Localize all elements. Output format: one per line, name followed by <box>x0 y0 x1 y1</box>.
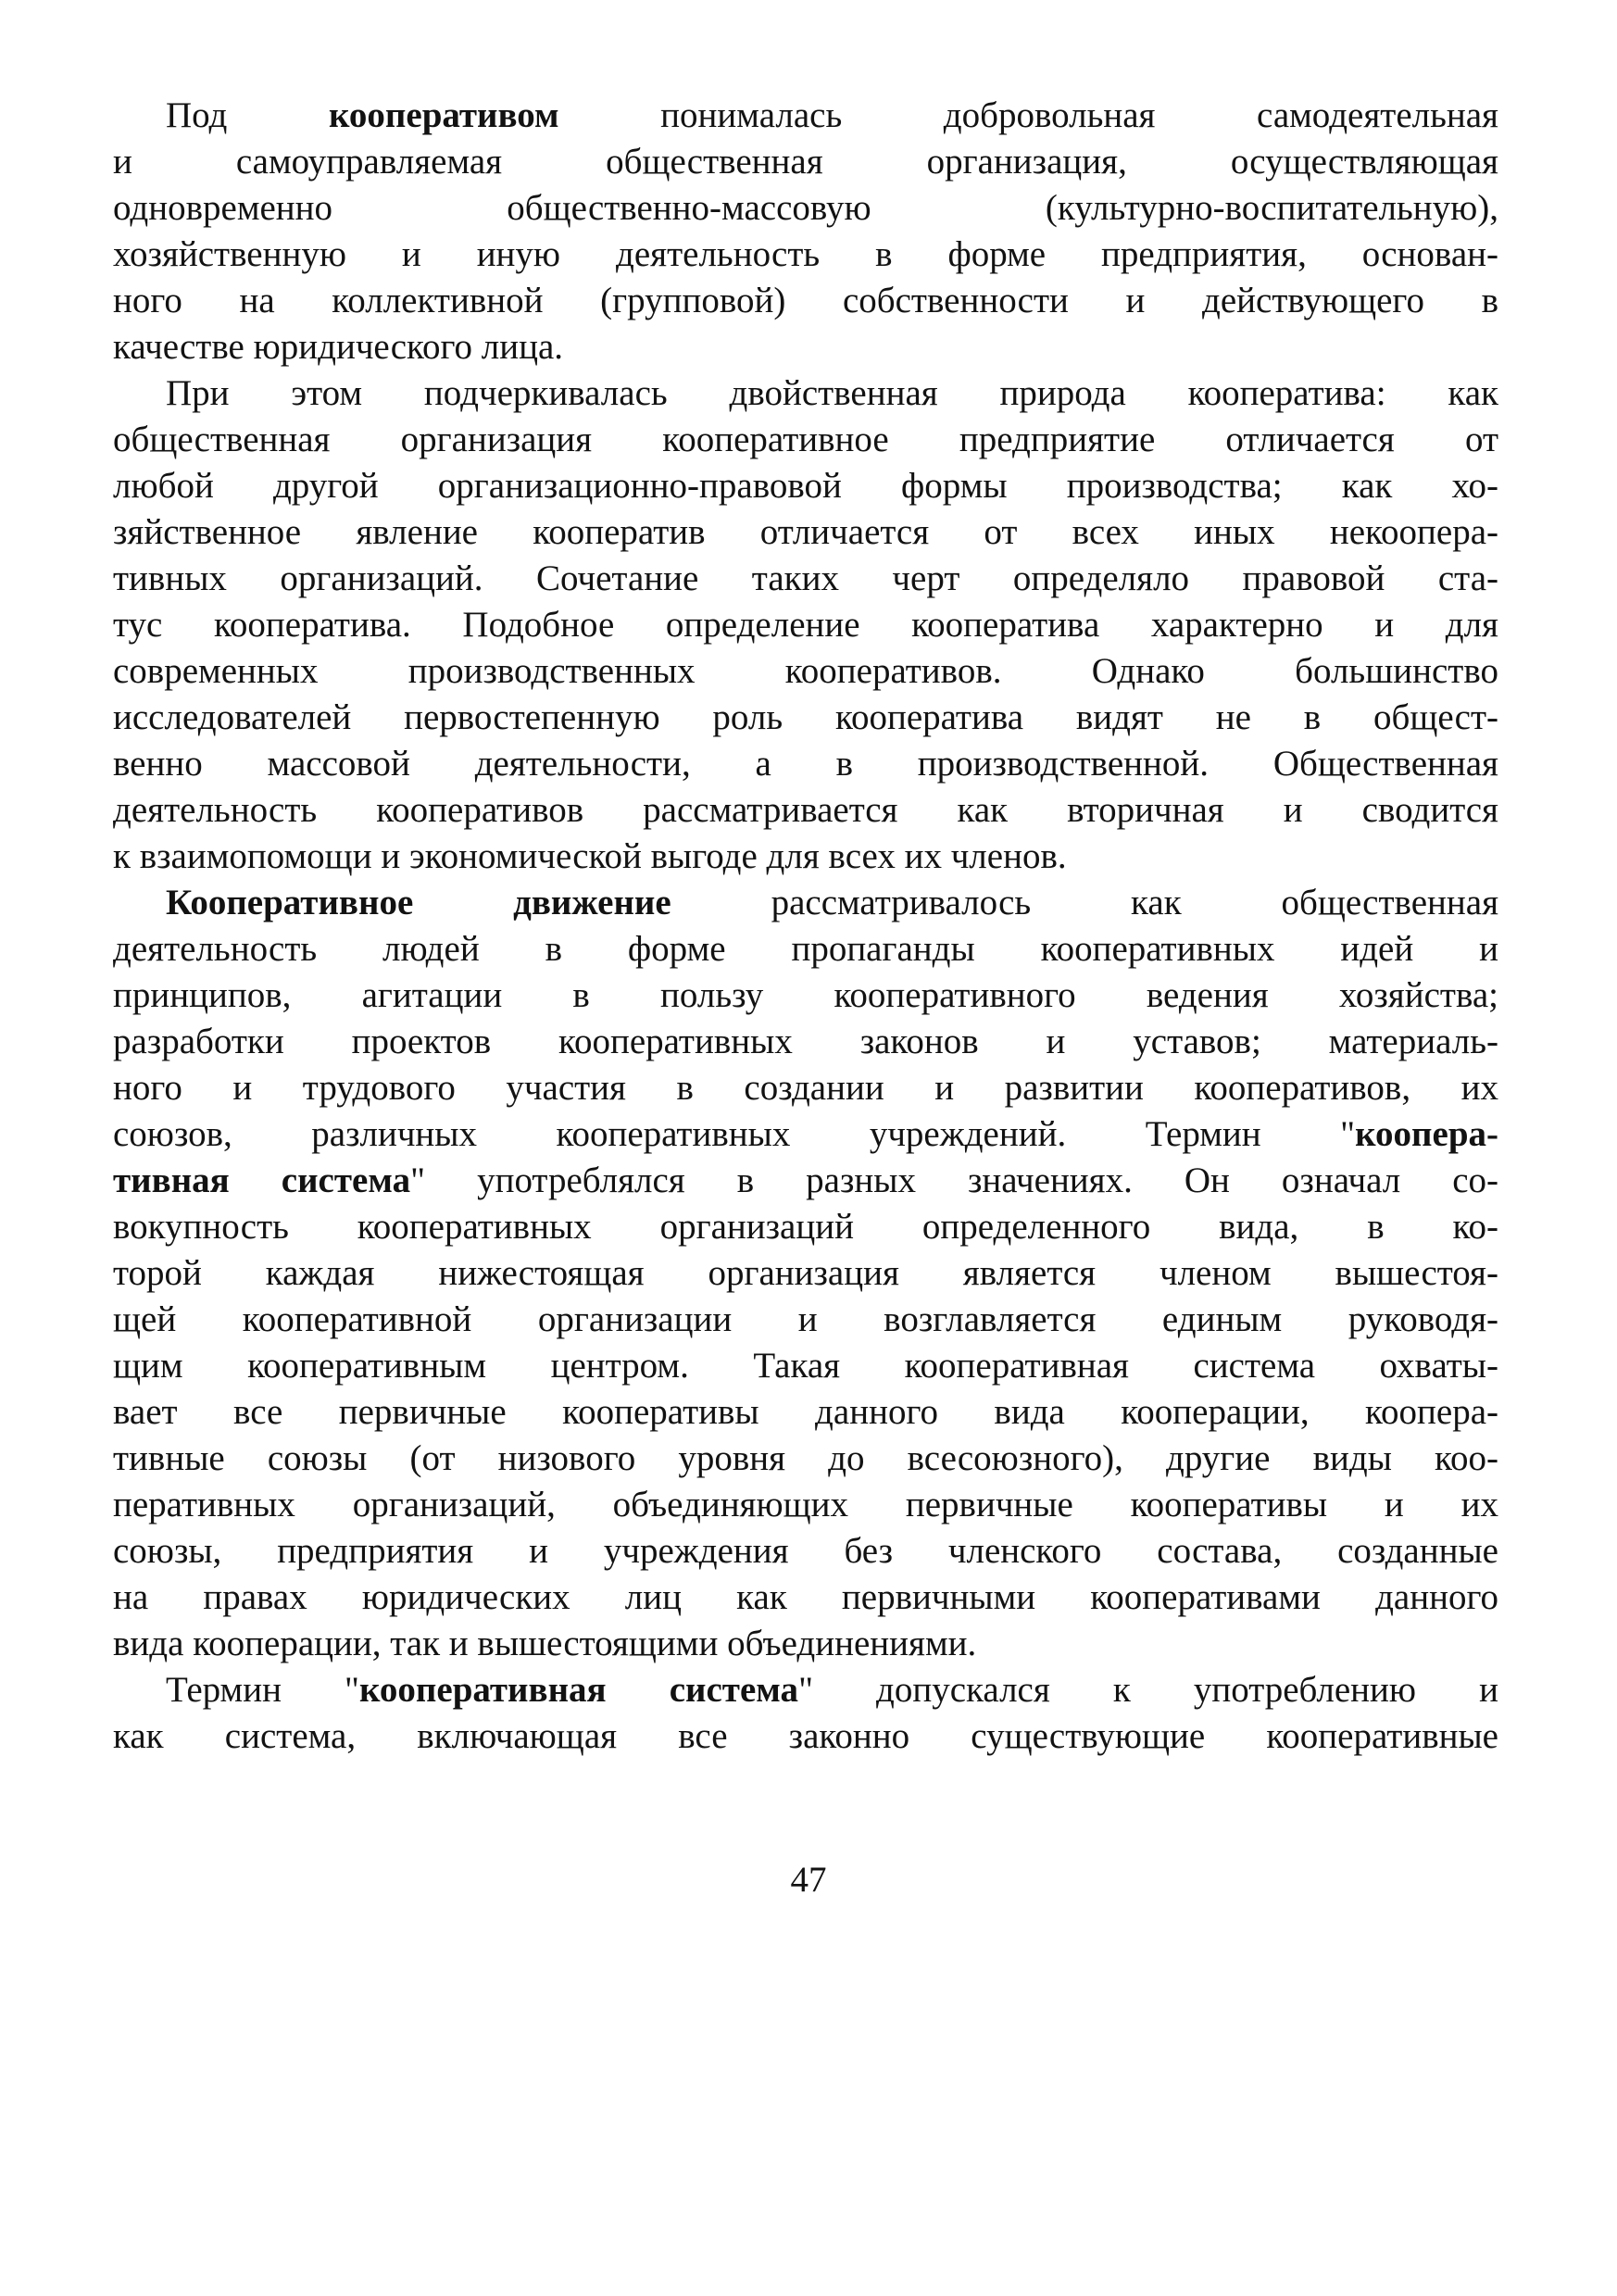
text-run: рассматривалось как общественная <box>671 883 1499 922</box>
text-run: разработки проектов кооперативных законов и уставов; материаль- <box>113 1022 1498 1061</box>
text-run: одновременно общественно-массовую (культурно-воспитательную), <box>113 188 1498 228</box>
text-line <box>113 1204 1498 1250</box>
text-line <box>113 509 1498 556</box>
text-run: понималась добровольная самодеятельная <box>558 95 1498 135</box>
text-line <box>113 139 1498 185</box>
text-run: союзы, предприятия и учреждения без членского состава, созданные <box>113 1531 1498 1571</box>
text-line <box>113 1158 1498 1204</box>
text-run: ного и трудового участия в создании и развитии кооперативов, их <box>113 1068 1498 1108</box>
text-line <box>113 1250 1498 1297</box>
text-line <box>113 1297 1498 1343</box>
text-run: исследователей первостепенную роль кооператива видят не в общест- <box>113 697 1498 737</box>
text-run: и самоуправляемая общественная организация, осуществляющая <box>113 142 1498 182</box>
bold-term: Кооперативное движение <box>166 883 671 922</box>
text-line <box>113 278 1498 324</box>
text-run: зяйственное явление кооператив отличается от всех иных некоопера- <box>113 512 1498 552</box>
text-run: перативных организаций, объединяющих первичные кооперативы и их <box>113 1485 1498 1524</box>
text-line <box>113 417 1498 463</box>
text-line <box>113 1019 1498 1065</box>
text-run: тивные союзы (от низового уровня до всесоюзного), другие виды коо- <box>113 1438 1498 1478</box>
text-run: качестве юридического лица. <box>113 327 564 367</box>
text-line <box>113 1621 1498 1667</box>
text-line <box>113 324 1498 370</box>
paragraph <box>113 93 1498 370</box>
text-run: любой другой организационно-правовой формы производства; как хо- <box>113 466 1498 506</box>
paragraph <box>113 880 1498 1667</box>
text-line <box>113 1575 1498 1621</box>
text-run: Термин " <box>166 1670 359 1710</box>
text-line <box>113 1667 1498 1713</box>
bold-term: кооперативом <box>328 95 559 135</box>
text-run: общественная организация кооперативное предприятие отличается от <box>113 420 1498 459</box>
text-line <box>113 93 1498 139</box>
text-run: Под <box>166 95 329 135</box>
bold-term: коопера- <box>1355 1114 1498 1154</box>
text-block <box>113 93 1498 1760</box>
text-line <box>113 1713 1498 1760</box>
text-line <box>113 1436 1498 1482</box>
text-line <box>113 1389 1498 1436</box>
text-run: как система, включающая все законно существующие кооперативные <box>113 1716 1498 1756</box>
text-line <box>113 972 1498 1019</box>
text-run: вает все первичные кооперативы данного вида кооперации, коопера- <box>113 1392 1498 1432</box>
text-line <box>113 185 1498 232</box>
text-line <box>113 741 1498 787</box>
text-line <box>113 463 1498 509</box>
text-run: на правах юридических лиц как первичными кооперативами данного <box>113 1577 1498 1617</box>
text-run: современных производственных кооперативов. Однако большинство <box>113 651 1498 691</box>
text-run: щей кооперативной организации и возглавляется единым руководя- <box>113 1299 1498 1339</box>
text-run: принципов, агитации в пользу кооперативного ведения хозяйства; <box>113 975 1498 1015</box>
text-line <box>113 926 1498 972</box>
text-line <box>113 695 1498 741</box>
text-line <box>113 556 1498 602</box>
text-run: " допускался к употреблению и <box>798 1670 1498 1710</box>
text-run: венно массовой деятельности, а в производственной. Общественная <box>113 744 1498 784</box>
bold-term: тивная система <box>113 1161 411 1200</box>
text-line <box>113 1343 1498 1389</box>
text-line <box>113 602 1498 648</box>
text-run: деятельность кооперативов рассматривается как вторичная и сводится <box>113 790 1498 830</box>
text-run: вида кооперации, так и вышестоящими объединениями. <box>113 1624 977 1663</box>
text-line <box>113 834 1498 880</box>
text-run: деятельность людей в форме пропаганды кооперативных идей и <box>113 929 1498 969</box>
text-line <box>113 787 1498 834</box>
text-line <box>113 648 1498 695</box>
text-run: союзов, различных кооперативных учреждений. Термин " <box>113 1114 1356 1154</box>
text-line <box>113 232 1498 278</box>
page-number: 47 <box>790 1860 827 1900</box>
text-line <box>113 1482 1498 1528</box>
text-line <box>113 1065 1498 1111</box>
text-line <box>113 880 1498 926</box>
text-run: " употреблялся в разных значениях. Он означал со- <box>410 1161 1498 1200</box>
paragraph <box>113 370 1498 880</box>
text-run: вокупность кооперативных организаций определенного вида, в ко- <box>113 1207 1498 1247</box>
text-line <box>113 370 1498 417</box>
text-run: тус кооператива. Подобное определение кооператива характерно и для <box>113 605 1498 645</box>
text-run: к взаимопомощи и экономической выгоде для всех их членов. <box>113 836 1067 876</box>
text-run: тивных организаций. Сочетание таких черт определяло правовой ста- <box>113 558 1498 598</box>
text-run: При этом подчеркивалась двойственная природа кооператива: как <box>166 373 1498 413</box>
text-line <box>113 1111 1498 1158</box>
text-run: ного на коллективной (групповой) собственности и действующего в <box>113 281 1498 320</box>
bold-term: кооперативная система <box>358 1670 799 1710</box>
paragraph <box>113 1667 1498 1760</box>
text-run: торой каждая нижестоящая организация является членом вышестоя- <box>113 1253 1498 1293</box>
text-line <box>113 1528 1498 1575</box>
text-run: щим кооперативным центром. Такая кооперативная система охваты- <box>113 1346 1498 1386</box>
text-run: хозяйственную и иную деятельность в форме предприятия, основан- <box>113 234 1498 274</box>
